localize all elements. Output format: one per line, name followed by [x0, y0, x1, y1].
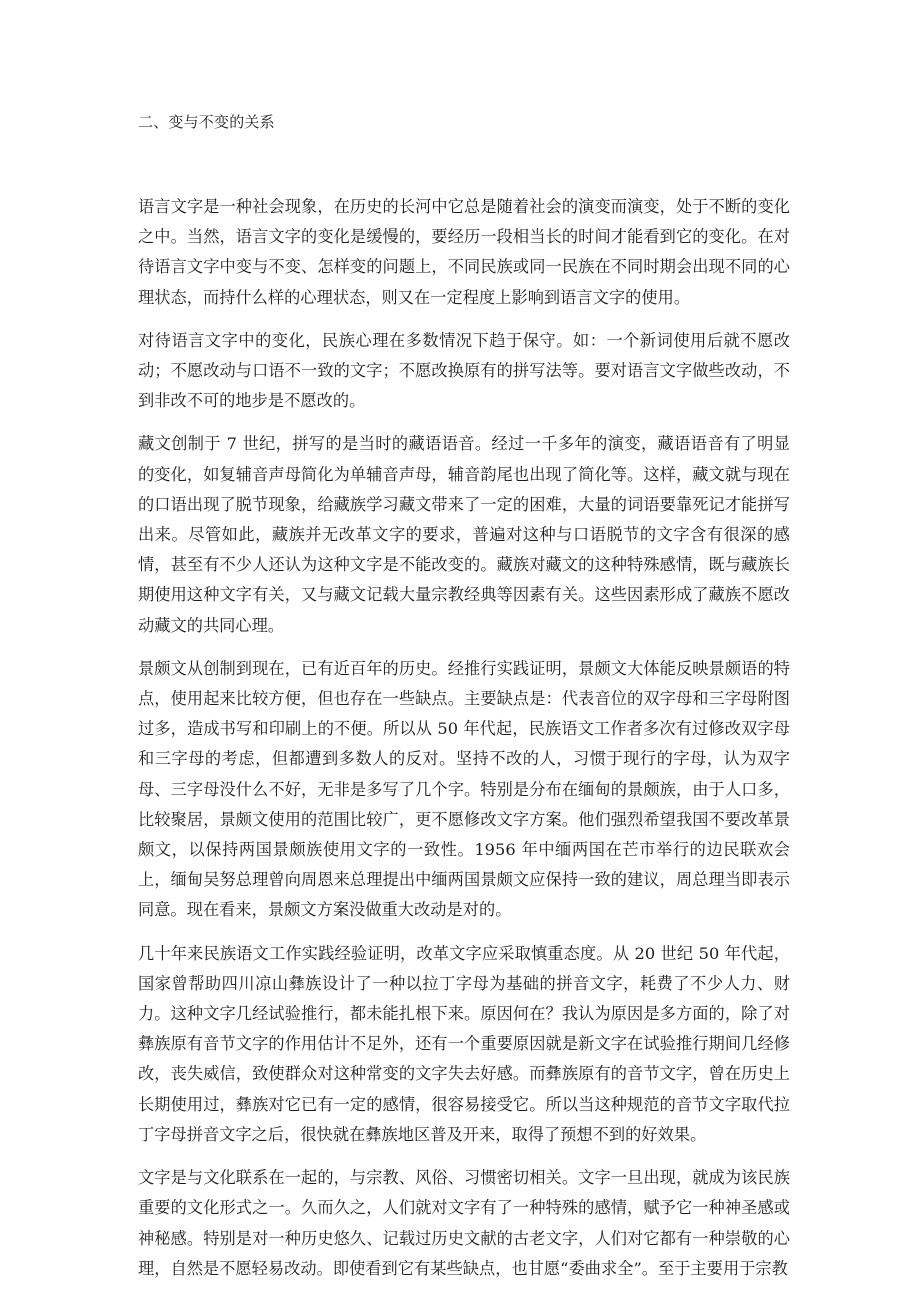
section-heading: 二、变与不变的关系 — [138, 113, 275, 131]
body-paragraph: 藏文创制于 7 世纪，拼写的是当时的藏语语音。经过一千多年的演变，藏语语音有了明显的变化，如复辅音声母简化为单辅音声母，辅音韵尾也出现了简化等。这样，藏文就与现在的口语出现了脱节现象，给藏族学习藏文带来了一定的困难，大量的词语要靠死记才能拼写出来。尽管如此，藏族并无改革文字的要求，普遍对这种与口语脱节的文字含有很深的感情，甚至有不少人还认为这种文字是不能改变的。藏族对藏文的这种特殊感情，既与藏族长期使用这种文字有关，又与藏文记载大量宗教经典等因素有关。这些因素形成了藏族不愿改动藏文的共同心理。 — [138, 434, 790, 635]
body-paragraph: 几十年来民族语文工作实践经验证明，改革文字应采取慎重态度。从 20 世纪 50 年代起，国家曾帮助四川凉山彝族设计了一种以拉丁字母为基础的拼音文字，耗费了不少人力、财力。这种文字几经试验推行，都未能扎根下来。原因何在？我认为原因是多方面的，除了对彝族原有音节文字的作用估计不足外，还有一个重要原因就是新文字在试验推行期间几经修改，丧失威信，致使群众对这种常变的文字失去好感。而彝族原有的音节文字，曾在历史上长期使用过，彝族对它已有一定的感情，很容易接受它。所以当这种规范的音节文字取代拉丁字母拼音文字之后，很快就在彝族地区普及开来，取得了预想不到的好效果。 — [138, 943, 790, 1144]
heading-spacer — [138, 136, 790, 192]
body-paragraph: 景颇文从创制到现在，已有近百年的历史。经推行实践证明，景颇文大体能反映景颇语的特点，使用起来比较方便，但也存在一些缺点。主要缺点是：代表音位的双字母和三字母附图过多，造成书写和印刷上的不便。所以从 50 年代起，民族语文工作者多次有过修改双字母和三字母的考虑，但都遭到多数人的反对。坚持不改的人，习惯于现行的字母，认为双字母、三字母没什么不好，无非是多写了几个字。特别是分布在缅甸的景颇族，由于人口多，比较聚居，景颇文使用的范围比较广，更不愿修改文字方案。他们强烈希望我国不要改革景颇文，以保持两国景颇族使用文字的一致性。1956 年中缅两国在芒市举行的边民联欢会上，缅甸吴努总理曾向周恩来总理提出中缅两国景颇文应保持一致的建议，周总理当即表示同意。现在看来，景颇文方案没做重大改动是对的。 — [138, 658, 790, 920]
body-paragraph: 文字是与文化联系在一起的，与宗教、风俗、习惯密切相关。文字一旦出现，就成为该民族重要的文化形式之一。久而久之，人们就对文字有了一种特殊的感情，赋予它一种神圣感或神秘感。特别是对一种历史悠久、记载过历史文献的古老文字，人们对它都有一种崇敬的心理，自然是不愿轻易改动。即使看到它有某些缺点，也甘愿“委曲求全”。至于主要用于宗教 — [138, 1168, 790, 1278]
body-paragraph: 语言文字是一种社会现象，在历史的长河中它总是随着社会的演变而演变，处于不断的变化之中。当然，语言文字的变化是缓慢的，要经历一段相当长的时间才能看到它的变化。在对待语言文字中变与不变、怎样变的问题上，不同民族或同一民族在不同时期会出现不同的心理状态，而持什么样的心理状态，则又在一定程度上影响到语言文字的使用。 — [138, 197, 790, 307]
document-body — [138, 108, 790, 1284]
body-paragraph: 对待语言文字中的变化，民族心理在多数情况下趋于保守。如：一个新词使用后就不愿改动；不愿改动与口语不一致的文字；不愿改换原有的拼写法等。要对语言文字做些改动，不到非改不可的地步是不愿改的。 — [138, 330, 790, 411]
